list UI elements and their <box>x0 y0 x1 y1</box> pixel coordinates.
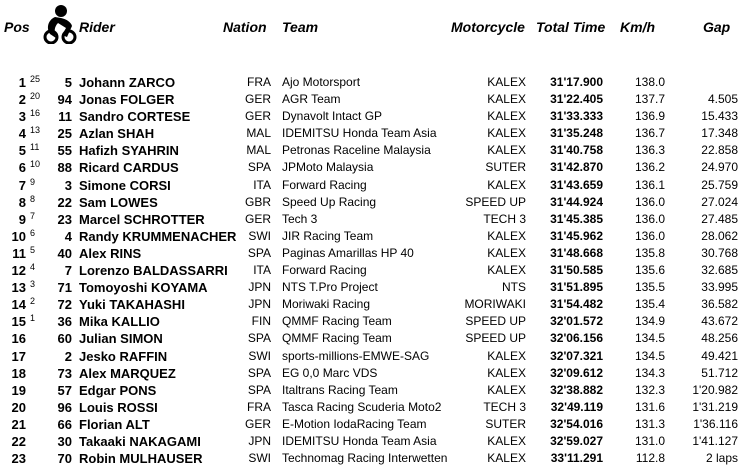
table-row <box>0 348 745 365</box>
motorcycle-cell: KALEX <box>487 263 526 278</box>
team-cell: Italtrans Racing Team <box>282 382 398 397</box>
header-nation: Nation <box>223 19 267 35</box>
speed-kmh-cell: 131.0 <box>634 433 665 448</box>
team-cell: Moriwaki Racing <box>282 297 371 312</box>
table-row <box>0 382 745 399</box>
gap-cell: 1'41.127 <box>692 433 738 448</box>
team-cell: QMMF Racing Team <box>282 331 392 346</box>
table-row <box>0 91 745 108</box>
gap-cell: 51.712 <box>701 365 738 380</box>
speed-kmh-cell: 132.3 <box>634 382 665 397</box>
nation-cell: SPA <box>247 365 271 380</box>
points-cell: 4 <box>30 262 36 273</box>
position-cell: 15 <box>11 314 26 330</box>
speed-kmh-cell: 136.3 <box>634 143 665 158</box>
rider-name-cell: Julian SIMON <box>79 331 163 347</box>
total-time-cell: 31'45.385 <box>550 211 603 226</box>
rider-name-cell: Robin MULHAUSER <box>79 451 203 467</box>
total-time-cell: 32'07.321 <box>550 348 603 363</box>
gap-cell: 27.024 <box>701 194 738 209</box>
header-rider: Rider <box>79 19 115 35</box>
motorcycle-cell: KALEX <box>487 245 526 260</box>
rider-name-cell: Hafizh SYAHRIN <box>79 143 179 159</box>
nation-cell: SPA <box>247 160 271 175</box>
total-time-cell: 31'50.585 <box>550 263 603 278</box>
points-cell: 8 <box>30 193 36 204</box>
rider-number-cell: 23 <box>57 211 72 227</box>
rider-name-cell: Jesko RAFFIN <box>79 348 168 364</box>
rider-name-cell: Marcel SCHROTTER <box>79 211 205 227</box>
header-total-time: Total Time <box>536 19 606 35</box>
gap-cell: 2 laps <box>705 451 738 466</box>
rider-name-cell: Randy KRUMMENACHER <box>79 228 237 244</box>
motorcycle-cell: SUTER <box>485 160 526 175</box>
rider-number-cell: 25 <box>57 126 72 142</box>
gap-cell: 22.858 <box>701 143 738 158</box>
position-cell: 9 <box>18 211 26 227</box>
rider-number-cell: 4 <box>64 228 72 244</box>
motorcycle-cell: KALEX <box>487 109 526 124</box>
table-row <box>0 365 745 382</box>
rider-name-cell: Florian ALT <box>79 416 150 432</box>
rider-number-cell: 36 <box>57 314 72 330</box>
nation-cell: ITA <box>253 263 271 278</box>
header-kmh: Km/h <box>620 19 655 35</box>
motorcycle-cell: KALEX <box>487 126 526 141</box>
motorcycle-cell: KALEX <box>487 348 526 363</box>
motorcycle-cell: TECH 3 <box>483 399 526 414</box>
motorcycle-cell: SPEED UP <box>465 331 526 346</box>
header-gap: Gap <box>703 19 731 35</box>
position-cell: 4 <box>18 126 26 142</box>
nation-cell: GER <box>244 109 271 124</box>
total-time-cell: 33'11.291 <box>550 451 603 466</box>
rider-number-cell: 5 <box>64 75 72 90</box>
gap-cell: 43.672 <box>701 314 738 329</box>
points-cell: 9 <box>30 176 36 187</box>
motorcycle-cell: KALEX <box>487 92 526 107</box>
speed-kmh-cell: 131.6 <box>634 399 665 414</box>
rider-number-cell: 40 <box>57 245 72 261</box>
position-cell: 5 <box>18 143 26 159</box>
points-cell: 16 <box>30 108 41 119</box>
position-cell: 19 <box>11 382 26 398</box>
table-row <box>0 416 745 433</box>
rider-name-cell: Alex MARQUEZ <box>79 365 176 381</box>
team-cell: JPMoto Malaysia <box>282 160 374 175</box>
header-pos: Pos <box>4 19 30 35</box>
rider-number-cell: 3 <box>64 177 72 193</box>
motorcycle-cell: KALEX <box>487 382 526 397</box>
points-cell: 3 <box>30 279 36 290</box>
team-cell: Speed Up Racing <box>282 194 377 209</box>
speed-kmh-cell: 135.8 <box>634 245 665 260</box>
rider-number-cell: 60 <box>57 331 72 347</box>
header-team: Team <box>282 19 319 35</box>
motorcycle-cell: KALEX <box>487 365 526 380</box>
motorcycle-cell: NTS <box>502 280 526 295</box>
results-table <box>0 74 745 467</box>
points-cell: 6 <box>30 227 36 238</box>
points-cell: 25 <box>30 74 41 84</box>
nation-cell: ITA <box>253 177 271 192</box>
table-row <box>0 330 745 347</box>
table-row <box>0 108 745 125</box>
table-row <box>0 74 745 91</box>
rider-name-cell: Edgar PONS <box>79 382 157 398</box>
speed-kmh-cell: 136.2 <box>634 160 665 175</box>
position-cell: 18 <box>11 365 26 381</box>
total-time-cell: 31'40.758 <box>550 143 603 158</box>
gap-cell: 33.995 <box>701 280 738 295</box>
table-row <box>0 211 745 228</box>
position-cell: 16 <box>11 331 26 347</box>
rider-name-cell: Yuki TAKAHASHI <box>79 297 185 313</box>
rider-number-cell: 72 <box>57 297 72 313</box>
position-cell: 13 <box>11 280 26 296</box>
position-cell: 6 <box>18 160 26 176</box>
team-cell: IDEMITSU Honda Team Asia <box>282 126 437 141</box>
nation-cell: GER <box>244 211 271 226</box>
gap-cell: 1'31.219 <box>692 399 738 414</box>
rider-number-cell: 55 <box>57 143 72 159</box>
total-time-cell: 32'54.016 <box>550 416 603 431</box>
points-cell: 1 <box>30 313 36 324</box>
team-cell: E-Motion IodaRacing Team <box>282 416 427 431</box>
nation-cell: FRA <box>247 75 271 89</box>
motorcycle-cell: KALEX <box>487 228 526 243</box>
total-time-cell: 31'35.248 <box>550 126 603 141</box>
motorcycle-cell: SPEED UP <box>465 194 526 209</box>
gap-cell: 1'36.116 <box>693 416 738 431</box>
total-time-cell: 31'43.659 <box>550 177 603 192</box>
total-time-cell: 31'51.895 <box>550 280 603 295</box>
nation-cell: GER <box>244 92 271 107</box>
points-cell: 7 <box>30 210 36 221</box>
table-row <box>0 313 745 330</box>
nation-cell: SWI <box>248 228 271 243</box>
points-cell: 5 <box>30 244 36 255</box>
gap-cell: 32.685 <box>701 263 738 278</box>
points-cell: 13 <box>30 125 41 136</box>
team-cell: Tasca Racing Scuderia Moto2 <box>282 399 442 414</box>
speed-kmh-cell: 136.0 <box>634 228 665 243</box>
nation-cell: SPA <box>247 245 271 260</box>
team-cell: JIR Racing Team <box>282 228 374 243</box>
total-time-cell: 32'59.027 <box>550 433 603 448</box>
team-cell: Forward Racing <box>282 177 367 192</box>
nation-cell: SPA <box>247 331 271 346</box>
team-cell: Paginas Amarillas HP 40 <box>282 245 414 260</box>
speed-kmh-cell: 136.9 <box>634 109 665 124</box>
position-cell: 3 <box>18 109 26 125</box>
rider-number-cell: 22 <box>57 194 72 210</box>
position-cell: 10 <box>11 228 26 244</box>
gap-cell: 27.485 <box>701 211 738 226</box>
total-time-cell: 31'42.870 <box>550 160 603 175</box>
table-row <box>0 450 745 467</box>
motorcycle-cell: TECH 3 <box>483 211 526 226</box>
motorcycle-cell: SUTER <box>485 416 526 431</box>
total-time-cell: 32'09.612 <box>550 365 603 380</box>
rider-name-cell: Jonas FOLGER <box>79 92 175 108</box>
nation-cell: MAL <box>246 143 271 158</box>
rider-number-cell: 2 <box>64 348 72 364</box>
nation-cell: SWI <box>248 348 271 363</box>
team-cell: AGR Team <box>282 92 341 107</box>
nation-cell: JPN <box>248 297 271 312</box>
points-cell: 10 <box>30 159 41 170</box>
speed-kmh-cell: 136.0 <box>634 211 665 226</box>
nation-cell: FRA <box>247 399 271 414</box>
motorcycle-cell: SPEED UP <box>465 314 526 329</box>
gap-cell: 28.062 <box>701 228 738 243</box>
motorcycle-cell: KALEX <box>487 433 526 448</box>
rider-name-cell: Ricard CARDUS <box>79 160 179 176</box>
gap-cell: 15.433 <box>701 109 738 124</box>
table-row <box>0 177 745 194</box>
table-row <box>0 125 745 142</box>
position-cell: 14 <box>11 297 26 313</box>
rider-number-cell: 57 <box>57 382 72 398</box>
gap-cell: 17.348 <box>701 126 738 141</box>
rider-name-cell: Sam LOWES <box>79 194 158 210</box>
speed-kmh-cell: 135.4 <box>634 297 665 312</box>
total-time-cell: 32'38.882 <box>550 382 603 397</box>
position-cell: 7 <box>18 177 26 193</box>
rider-name-cell: Johann ZARCO <box>79 75 176 90</box>
team-cell: QMMF Racing Team <box>282 314 392 329</box>
position-cell: 21 <box>11 416 26 432</box>
motorcycle-cell: MORIWAKI <box>464 297 526 312</box>
rider-name-cell: Simone CORSI <box>79 177 171 193</box>
team-cell: Ajo Motorsport <box>282 75 361 89</box>
gap-cell: 1'20.982 <box>692 382 738 397</box>
team-cell: IDEMITSU Honda Team Asia <box>282 433 437 448</box>
rider-number-cell: 7 <box>64 263 72 279</box>
speed-kmh-cell: 134.5 <box>634 331 665 346</box>
total-time-cell: 31'44.924 <box>550 194 603 209</box>
nation-cell: JPN <box>248 433 271 448</box>
total-time-cell: 32'49.119 <box>550 399 603 414</box>
total-time-cell: 32'01.572 <box>550 314 603 329</box>
speed-kmh-cell: 135.6 <box>634 263 665 278</box>
header-motorcycle: Motorcycle <box>451 19 525 35</box>
total-time-cell: 31'17.900 <box>550 75 603 89</box>
team-cell: Petronas Raceline Malaysia <box>282 143 431 158</box>
rider-name-cell: Takaaki NAKAGAMI <box>79 433 201 449</box>
position-cell: 23 <box>11 451 26 467</box>
rider-number-cell: 94 <box>57 92 72 108</box>
table-row <box>0 279 745 296</box>
nation-cell: JPN <box>248 280 271 295</box>
gap-cell: 25.759 <box>701 177 738 192</box>
rider-number-cell: 66 <box>57 416 72 432</box>
table-row <box>0 399 745 416</box>
rider-name-cell: Azlan SHAH <box>79 126 155 142</box>
team-cell: sports-millions-EMWE-SAG <box>282 348 430 363</box>
points-cell: 11 <box>30 142 40 153</box>
table-row <box>0 433 745 450</box>
gap-cell: 36.582 <box>701 297 738 312</box>
total-time-cell: 31'45.962 <box>550 228 603 243</box>
nation-cell: SPA <box>247 382 271 397</box>
rider-number-cell: 96 <box>57 399 72 415</box>
speed-kmh-cell: 136.0 <box>634 194 665 209</box>
team-cell: Dynavolt Intact GP <box>282 109 383 124</box>
rider-name-cell: Tomoyoshi KOYAMA <box>79 280 208 296</box>
motorcycle-cell: KALEX <box>487 143 526 158</box>
rider-number-cell: 71 <box>57 280 72 296</box>
nation-cell: GER <box>244 416 271 431</box>
rider-name-cell: Sandro CORTESE <box>79 109 191 125</box>
speed-kmh-cell: 137.7 <box>634 92 665 107</box>
total-time-cell: 31'48.668 <box>550 245 603 260</box>
table-row <box>0 296 745 313</box>
rider-name-cell: Lorenzo BALDASSARRI <box>79 263 228 279</box>
total-time-cell: 32'06.156 <box>550 331 603 346</box>
rider-name-cell: Louis ROSSI <box>79 399 158 415</box>
rider-name-cell: Alex RINS <box>79 245 142 261</box>
speed-kmh-cell: 136.7 <box>634 126 665 141</box>
position-cell: 8 <box>18 194 26 210</box>
speed-kmh-cell: 134.3 <box>634 365 665 380</box>
position-cell: 17 <box>11 348 26 364</box>
speed-kmh-cell: 135.5 <box>634 280 665 295</box>
table-row <box>0 262 745 279</box>
rider-number-cell: 73 <box>57 365 72 381</box>
position-cell: 22 <box>11 433 26 449</box>
speed-kmh-cell: 112.8 <box>635 451 665 466</box>
speed-kmh-cell: 134.5 <box>634 348 665 363</box>
team-cell: Forward Racing <box>282 263 367 278</box>
team-cell: Technomag Racing Interwetten <box>282 451 448 466</box>
nation-cell: SWI <box>248 451 271 466</box>
table-row <box>0 142 745 159</box>
position-cell: 1 <box>18 75 26 90</box>
rider-number-cell: 88 <box>57 160 72 176</box>
rider-number-cell: 11 <box>58 109 72 125</box>
table-row <box>0 245 745 262</box>
motorcycle-cell: KALEX <box>487 75 526 89</box>
table-row <box>0 228 745 245</box>
team-cell: NTS T.Pro Project <box>282 280 378 295</box>
gap-cell: 49.421 <box>701 348 738 363</box>
speed-kmh-cell: 136.1 <box>634 177 665 192</box>
position-cell: 11 <box>12 245 26 261</box>
rider-number-cell: 30 <box>57 433 72 449</box>
points-cell: 2 <box>30 296 36 307</box>
rider-name-cell: Mika KALLIO <box>79 314 160 330</box>
position-cell: 2 <box>18 92 26 108</box>
team-cell: Tech 3 <box>282 211 318 226</box>
gap-cell: 4.505 <box>707 92 738 107</box>
speed-kmh-cell: 134.9 <box>634 314 665 329</box>
speed-kmh-cell: 131.3 <box>634 416 665 431</box>
motorcycle-cell: KALEX <box>487 177 526 192</box>
team-cell: EG 0,0 Marc VDS <box>282 365 378 380</box>
table-row <box>0 159 745 176</box>
gap-cell: 48.256 <box>701 331 738 346</box>
nation-cell: GBR <box>244 194 271 209</box>
nation-cell: MAL <box>246 126 271 141</box>
table-row <box>0 194 745 211</box>
total-time-cell: 31'54.482 <box>550 297 603 312</box>
nation-cell: FIN <box>251 314 271 329</box>
speed-kmh-cell: 138.0 <box>634 75 665 89</box>
total-time-cell: 31'22.405 <box>550 92 603 107</box>
points-cell: 20 <box>30 91 41 102</box>
gap-cell: 24.970 <box>701 160 738 175</box>
position-cell: 12 <box>11 263 26 279</box>
position-cell: 20 <box>11 399 26 415</box>
gap-cell: 30.768 <box>701 245 738 260</box>
total-time-cell: 31'33.333 <box>550 109 603 124</box>
rider-number-cell: 70 <box>57 451 72 467</box>
motorcycle-cell: KALEX <box>487 451 526 466</box>
motorcycle-rider-icon <box>42 4 78 44</box>
